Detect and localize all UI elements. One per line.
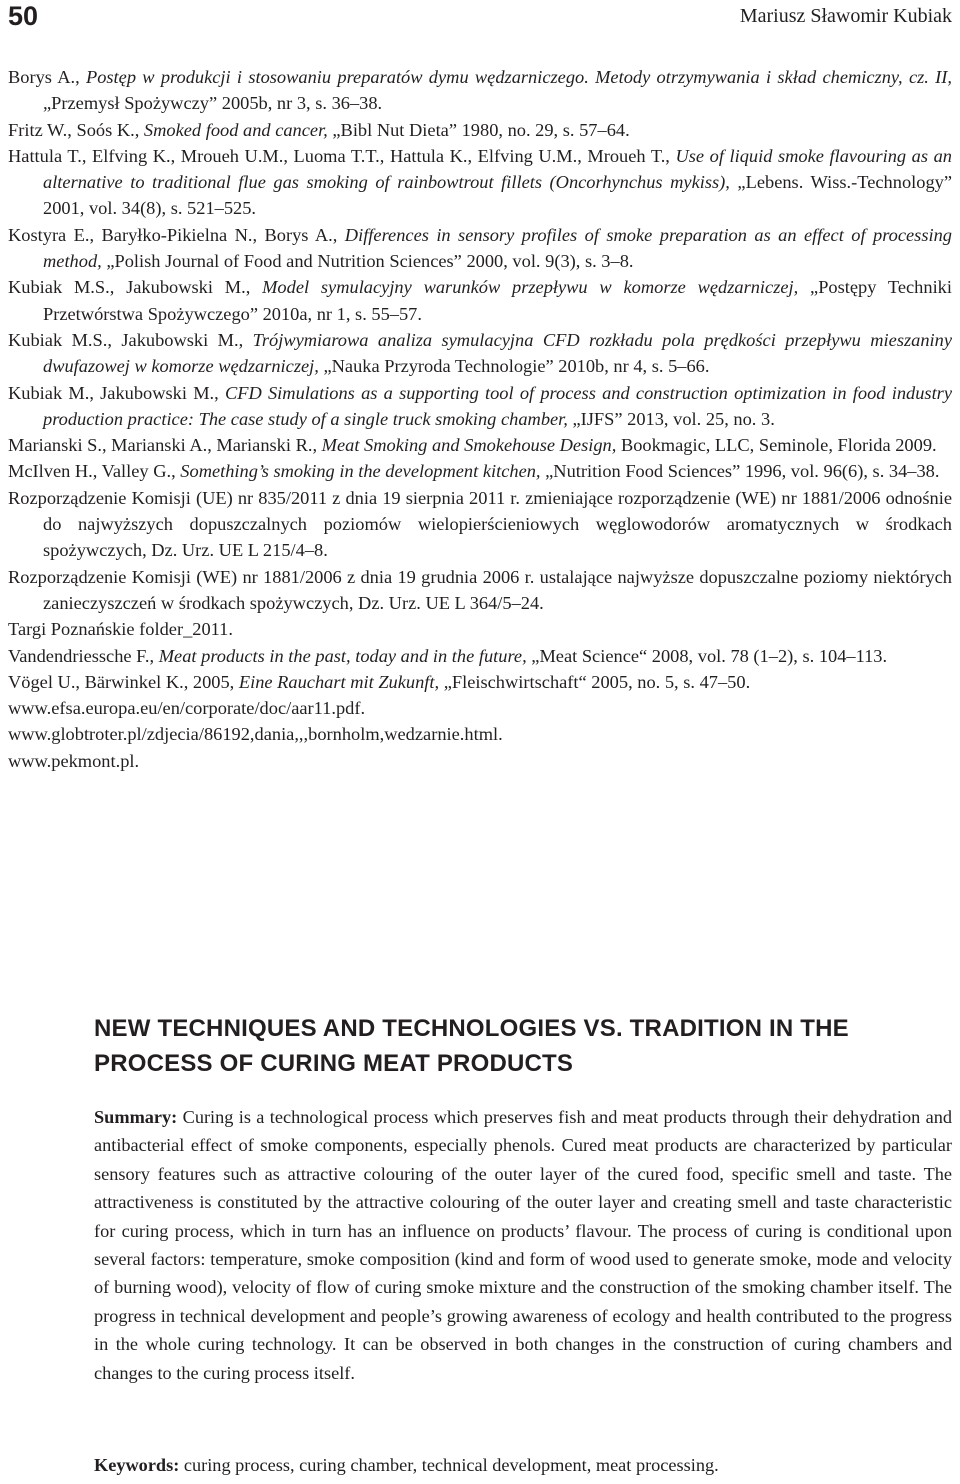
- reference-authors: Vandendriessche F.,: [8, 645, 159, 666]
- reference-source: „Nutrition Food Sciences” 1996, vol. 96(6), s. 34–38.: [540, 461, 940, 482]
- reference-item: [8, 143, 952, 222]
- reference-source: Targi Poznańskie folder_2011.: [8, 619, 233, 640]
- reference-authors: Kubiak M.S., Jakubowski M.,: [8, 329, 253, 350]
- reference-item: [8, 327, 952, 380]
- reference-source: „Meat Science“ 2008, vol. 78 (1–2), s. 104–113.: [526, 645, 888, 666]
- reference-title: Model symulacyjny warunków przepływu w komorze wędzarniczej,: [262, 277, 799, 298]
- reference-source: „Lebens. Wiss.-Technology” 2001, vol. 34(8), s. 521–525.: [43, 172, 952, 219]
- reference-item: [8, 274, 952, 327]
- reference-item: [8, 669, 952, 695]
- reference-item: [8, 380, 952, 433]
- reference-authors: Vögel U., Bärwinkel K., 2005,: [8, 671, 239, 692]
- reference-item: [8, 117, 952, 143]
- reference-title: Differences in sensory profiles of smoke preparation as an effect of processing method,: [43, 224, 952, 272]
- reference-item: [8, 721, 952, 747]
- reference-authors: Hattula T., Elfving K., Mroueh U.M., Luoma T.T., Hattula K., Elfving U.M., Mroueh T.,: [8, 145, 676, 166]
- reference-source: „Bibl Nut Dieta” 1980, no. 29, s. 57–64.: [327, 119, 630, 140]
- article-title: NEW TECHNIQUES AND TECHNOLOGIES VS. TRADITION IN THE PROCESS OF CURING MEAT PRODUCTS: [94, 1015, 849, 1077]
- reference-item: [8, 616, 952, 642]
- reference-authors: Marianski S., Marianski A., Marianski R.,: [8, 435, 322, 456]
- reference-authors: Borys A.,: [8, 67, 86, 87]
- reference-title: Meat Smoking and Smokehouse Design,: [321, 435, 617, 456]
- keywords-paragraph: [94, 1452, 952, 1478]
- reference-authors: Kostyra E., Baryłko-Pikielna N., Borys A.,: [8, 224, 345, 245]
- reference-source: „Postępy Techniki Przetwórstwa Spożywczego” 2010a, nr 1, s. 55–57.: [43, 277, 952, 324]
- reference-source: Bookmagic, LLC, Seminole, Florida 2009.: [616, 435, 937, 456]
- keywords-label: Keywords:: [94, 1455, 180, 1475]
- reference-item: [8, 695, 952, 721]
- reference-title: CFD Simulations as a supporting tool of process and construction optimization in food industry production practice: The case study of a single truck smoking chamber,: [43, 382, 952, 429]
- reference-list: [8, 64, 952, 774]
- reference-authors: McIlven H., Valley G.,: [8, 461, 181, 482]
- reference-item: [8, 564, 952, 617]
- reference-title: Something’s smoking in the development kitchen,: [180, 461, 541, 482]
- reference-title: Smoked food and cancer,: [143, 119, 328, 140]
- reference-source: „Polish Journal of Food and Nutrition Sciences” 2000, vol. 9(3), s. 3–8.: [101, 251, 634, 272]
- reference-source: www.pekmont.pl.: [8, 750, 140, 771]
- reference-source: Rozporządzenie Komisji (WE) nr 1881/2006 z dnia 19 grudnia 2006 r. ustalające najwyższe dopuszczalne poziomy niektórych zanieczyszczeń w środkach spożywczych, Dz. Urz. UE L 364/5–24.: [8, 566, 952, 613]
- reference-source: www.efsa.europa.eu/en/corporate/doc/aar11.pdf.: [8, 698, 366, 719]
- reference-source: „Nauka Przyroda Technologie” 2010b, nr 4, s. 5–66.: [318, 356, 710, 377]
- reference-item: [8, 485, 952, 564]
- reference-item: [8, 432, 952, 458]
- reference-source: www.globtroter.pl/zdjecia/86192,dania,,,bornholm,wedzarnie.html.: [8, 724, 503, 745]
- reference-item: [8, 222, 952, 275]
- reference-title: Meat products in the past, today and in the future,: [158, 645, 527, 666]
- summary-text: Curing is a technological process which preserves fish and meat products through their dehydration and antibacterial effect of smoke components, especially phenols. Cured meat products are characterized by particular sensory features such as attractive colouring of the outer layer of the cured food, specific smell and taste. The attractiveness is constituted by the attractive colouring of the outer layer and creating smell and taste characteristic for curing process, which in turn has an influence on products’ flavour. The process of curing is conditional upon several factors: temperature, smoke composition (kind and form of wood used to generate smoke, mode and velocity of burning wood), velocity of flow of curing smoke mixture and the construction of the smoking chamber itself. The progress in technical development and people’s growing awareness of ecology and health contributed to the progress in the whole curing technology. It can be observed in both changes in the construction of curing chambers and changes to the curing process itself.: [94, 1107, 952, 1383]
- running-head-author: Mariusz Sławomir Kubiak: [739, 5, 952, 27]
- reference-title: Trójwymiarowa analiza symulacyjna CFD rozkładu pola prędkości przepływu mieszaniny dwufazowej w komorze wędzarniczej,: [43, 329, 952, 377]
- reference-authors: Kubiak M.S., Jakubowski M.,: [8, 277, 263, 298]
- reference-item: [8, 64, 952, 117]
- reference-item: [8, 748, 952, 774]
- reference-title: Use of liquid smoke flavouring as an alternative to traditional flue gas smoking of rainbowtrout fillets (Oncorhynchus mykiss),: [43, 145, 952, 193]
- reference-authors: Fritz W., Soós K.,: [8, 119, 144, 140]
- reference-source: „IJFS” 2013, vol. 25, no. 3.: [567, 408, 775, 429]
- page-header: [8, 0, 952, 38]
- summary-label: Summary:: [94, 1107, 178, 1127]
- page-number: 50: [8, 1, 39, 31]
- reference-source: „Przemysł Spożywczy” 2005b, nr 3, s. 36–38.: [43, 93, 383, 114]
- reference-source: Rozporządzenie Komisji (UE) nr 835/2011 z dnia 19 sierpnia 2011 r. zmieniające rozporządzenie (WE) nr 1881/2006 odnośnie do najwyższych dopuszczalnych poziomów wielopierścieniowych węglowodorów aromatycznych w środkach spożywczych, Dz. Urz. UE L 215/4–8.: [8, 487, 952, 561]
- reference-title: Postęp w produkcji i stosowaniu preparatów dymu wędzarniczego. Metody otrzymywania i skład chemiczny, cz. II,: [85, 67, 952, 87]
- reference-title: Eine Rauchart mit Zukunft,: [238, 671, 440, 692]
- reference-item: [8, 643, 952, 669]
- summary-paragraph: [94, 1103, 952, 1387]
- reference-source: „Fleischwirtschaft“ 2005, no. 5, s. 47–50.: [439, 671, 751, 692]
- reference-authors: Kubiak M., Jakubowski M.,: [8, 382, 225, 403]
- reference-item: [8, 458, 952, 484]
- keywords-text: curing process, curing chamber, technical development, meat processing.: [179, 1455, 719, 1475]
